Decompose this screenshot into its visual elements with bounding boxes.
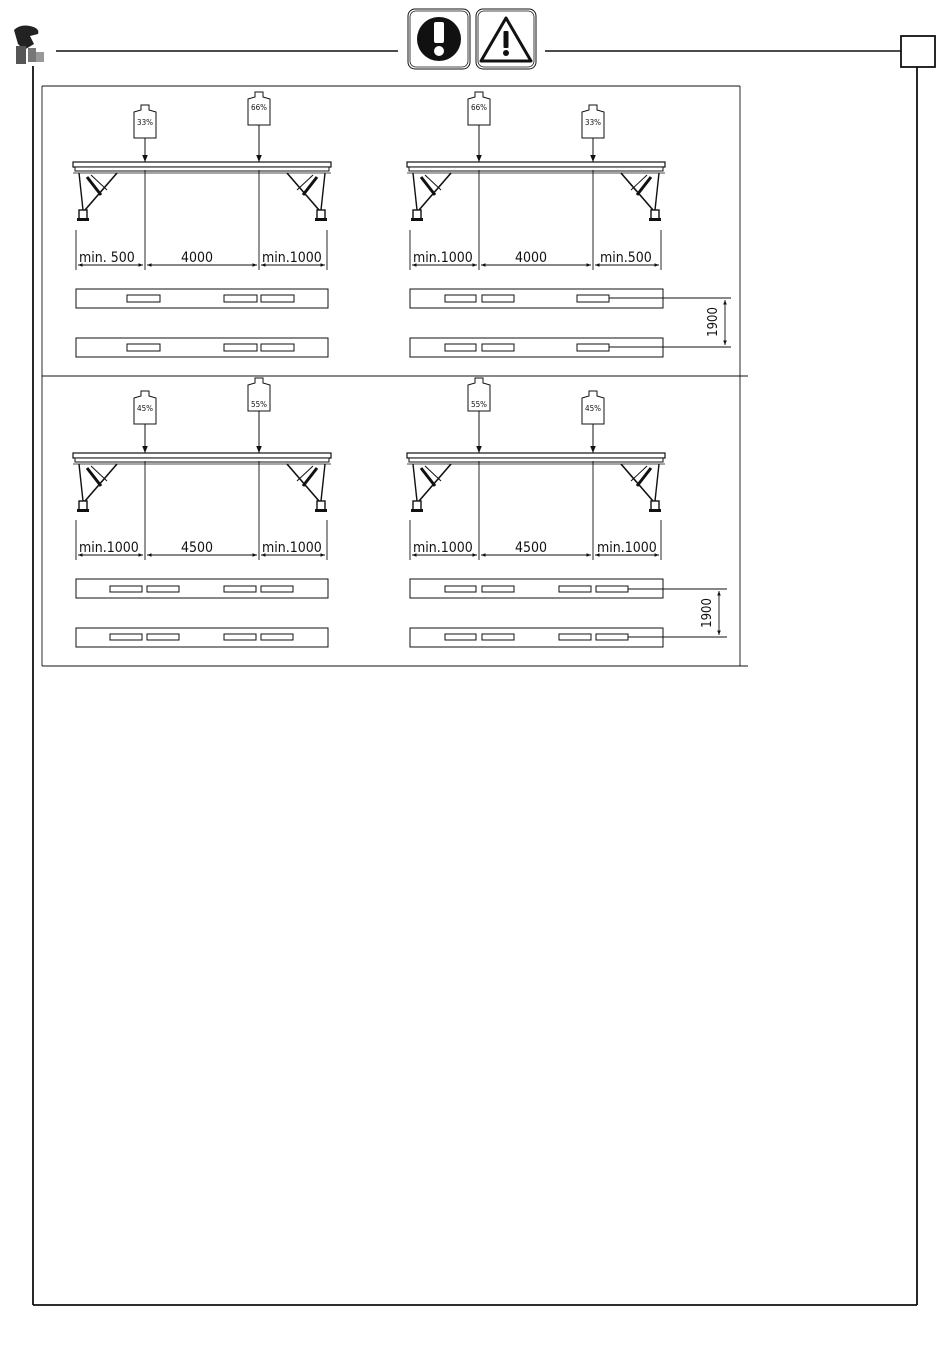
load-percent-left: 55% xyxy=(471,400,487,409)
dimension-right: min.1000 xyxy=(597,540,657,556)
load-percent-right: 45% xyxy=(585,404,601,413)
page-number-box xyxy=(901,36,935,67)
dimension-left: min. 500 xyxy=(79,250,135,266)
diagram-top-right xyxy=(407,92,731,357)
dimension-left: min.1000 xyxy=(79,540,139,556)
load-percent-right: 33% xyxy=(585,118,601,127)
dimension-right: min.1000 xyxy=(262,540,322,556)
track-plan-view xyxy=(76,579,328,647)
exclamation-circle-icon xyxy=(408,9,470,69)
track-gap-dimension: 1900 xyxy=(700,598,715,628)
dimension-middle: 4000 xyxy=(514,250,548,266)
track-plan-view xyxy=(76,289,328,357)
dimension-middle: 4500 xyxy=(514,540,548,556)
diagram-top-left xyxy=(73,92,331,357)
load-percent-right: 55% xyxy=(251,400,267,409)
dimension-left: min.1000 xyxy=(413,250,473,266)
load-percent-left: 66% xyxy=(471,103,487,112)
dimension-middle: 4000 xyxy=(180,250,214,266)
dimension-right: min.500 xyxy=(600,250,652,266)
header xyxy=(14,9,935,69)
load-percent-right: 66% xyxy=(251,103,267,112)
dimension-right: min.1000 xyxy=(262,250,322,266)
load-percent-left: 45% xyxy=(137,404,153,413)
track-gap-dimension: 1900 xyxy=(706,307,721,337)
dimension-middle: 4500 xyxy=(180,540,214,556)
load-percent-left: 33% xyxy=(137,118,153,127)
dimension-left: min.1000 xyxy=(413,540,473,556)
diagram-bottom-left xyxy=(73,378,331,647)
page-border xyxy=(33,66,917,1305)
lift-tech-logo-icon xyxy=(14,26,44,65)
warning-triangle-icon xyxy=(476,9,536,69)
diagram-bottom-right xyxy=(407,378,727,647)
track-plan-view xyxy=(410,579,663,647)
